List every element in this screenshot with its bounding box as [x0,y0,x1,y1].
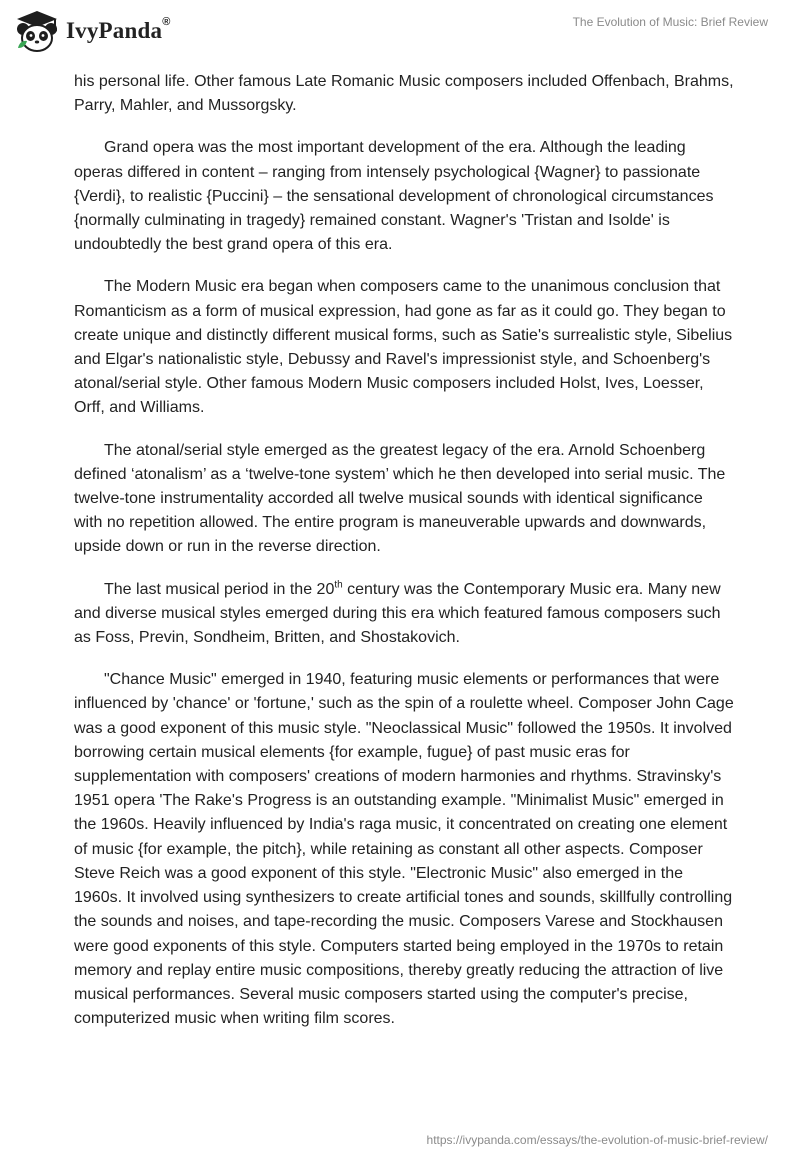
paragraph-4: The atonal/serial style emerged as the greatest legacy of the era. Arnold Schoenberg defined ‘atonalism’ as a ‘twelve-tone system’ which he then developed into serial music. The twelve-tone instrumentality accorded all twelve musical sounds with identical significance with no repetition allowed. The entire program is maneuverable upwards and downwards, upside down or run in the reverse direction. [74,441,726,556]
paragraph-5-text-end: century was the Contemporary Music era. Many new and diverse musical styles emerged during this era which featured famous composers such as Foss, Previn, Sondheim, Britten, and Shostakovich. [74,580,721,647]
source-url[interactable]: https://ivypanda.com/essays/the-evolution-of-music-brief-review/ [426,1133,768,1147]
page-header [0,0,800,64]
panda-graduate-logo-icon [14,8,60,54]
paragraph-1: his personal life. Other famous Late Romanic Music composers included Offenbach, Brahms, Parry, Mahler, and Mussorgsky. [74,73,734,115]
document-title: The Evolution of Music: Brief Review [572,15,768,29]
paragraph-2: Grand opera was the most important development of the era. Although the leading operas differed in content – ranging from intensely psychological {Wagner} to passionate {Verdi}, to realistic {Puccini} – the sensational development of chronological circumstances {normally culminating in tragedy} remained constant. Wagner's 'Tristan and Isolde' is undoubtedly the best grand opera of this era. [74,139,714,254]
essay-body [74,70,734,1049]
paragraph-5-text-start: The last musical period in the 20 [104,580,335,598]
brand-name: IvyPanda® [66,16,171,43]
paragraph-6: "Chance Music" emerged in 1940, featuring music elements or performances that were influenced by 'chance' or 'fortune,' such as the spin of a roulette wheel. Composer John Cage was a good exponent of this music style. "Neoclassical Music" followed the 1950s. It involved borrowing certain musical elements {for example, fugue} of past music eras for supplementation with composers' creations of modern harmonies and rhythms. Stravinsky's 1951 opera 'The Rake's Progress is an outstanding example. "Minimalist Music" emerged in the 1960s. Heavily influenced by India's raga music, it concentrated on creating one element of music {for example, the pitch}, while retaining as constant all other aspects. Composer Steve Reich was a good exponent of this style. "Electronic Music" also emerged in the 1960s. It involved using synthesizers to create artificial tones and sounds, skillfully controlling the sounds and noises, and tape-recording the music. Composers Varese and Stockhausen were good exponents of this style. Computers started being employed in the 1970s to retain memory and replay entire music compositions, thereby greatly reducing the attraction of live musical performances. Several music composers started using the computer's precise, computerized music when writing film scores. [74,671,734,1028]
paragraph-3: The Modern Music era began when composers came to the unanimous conclusion that Romanticism as a form of musical expression, had gone as far as it could go. They began to create unique and distinctly different musical forms, such as Satie's surrealistic style, Sibelius and Elgar's nationalistic style, Debussy and Ravel's impressionist style, and Schoenberg's atonal/serial style. Other famous Modern Music composers included Holst, Ives, Loesser, Orff, and Williams. [74,278,733,417]
paragraph-5 [74,578,734,651]
ordinal-superscript: th [334,579,343,591]
brand-logo[interactable] [14,8,171,54]
